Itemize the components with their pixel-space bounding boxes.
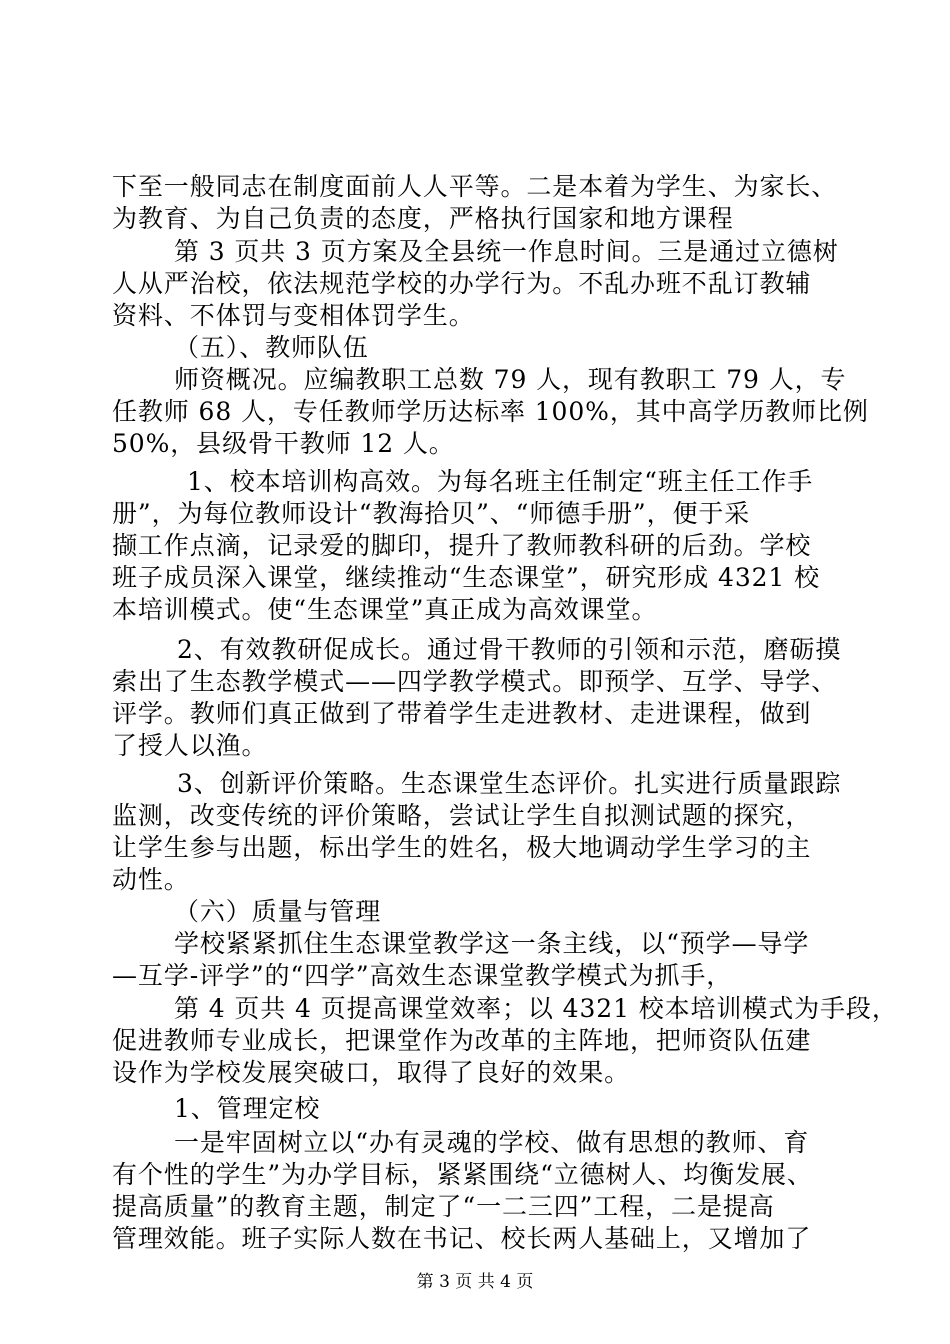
text-line: 一是牢固树立以“办有灵魂的学校、做有思想的教师、育 xyxy=(174,1128,810,1157)
text-line: 了授人以渔。 xyxy=(112,731,268,760)
text-line: 第 3 页共 3 页方案及全县统一作息时间。三是通过立德树 xyxy=(174,237,839,266)
text-line: 动性。 xyxy=(112,865,190,894)
text-line: 设作为学校发展突破口，取得了良好的效果。 xyxy=(112,1058,631,1087)
text-line: 让学生参与出题，标出学生的姓名，极大地调动学生学习的主 xyxy=(112,833,812,862)
text-line: 册”，为每位教师设计“教海拾贝”、“师德手册”，便于采 xyxy=(112,499,751,528)
text-line: 为教育、为自己负责的态度，严格执行国家和地方课程 xyxy=(112,204,734,233)
text-line: —互学-评学”的“四学”高效生态课堂教学模式为抓手， xyxy=(112,961,733,990)
page-footer: 第 3 页 共 4 页 xyxy=(416,1272,534,1292)
text-line: 师资概况。应编教职工总数 79 人，现有教职工 79 人，专 xyxy=(174,365,847,394)
text-line: 1、校本培训构高效。为每名班主任制定“班主任工作手 xyxy=(187,467,814,496)
section-heading: （五）、教师队伍 xyxy=(174,333,369,362)
text-line: 任教师 68 人，专任教师学历达标率 100%，其中高学历教师比例 xyxy=(112,397,869,426)
section-heading: （六）质量与管理 xyxy=(174,897,382,926)
text-line: 人从严治校，依法规范学校的办学行为。不乱办班不乱订教辅 xyxy=(112,269,812,298)
text-line: 2、有效教研促成长。通过骨干教师的引领和示范，磨砺摸 xyxy=(177,635,842,664)
text-line: 促进教师专业成长，把课堂作为改革的主阵地，把师资队伍建 xyxy=(112,1026,812,1055)
text-line: 班子成员深入课堂，继续推动“生态课堂”，研究形成 4321 校 xyxy=(112,563,820,592)
text-line: 资料、不体罚与变相体罚学生。 xyxy=(112,301,475,330)
text-line: 有个性的学生”为办学目标，紧紧围绕“立德树人、均衡发展、 xyxy=(112,1160,813,1189)
text-line: 管理效能。班子实际人数在书记、校长两人基础上，又增加了 xyxy=(112,1224,812,1253)
text-line: 3、创新评价策略。生态课堂生态评价。扎实进行质量跟踪 xyxy=(177,769,842,798)
text-line: 50%，县级骨干教师 12 人。 xyxy=(112,429,455,458)
text-line: 索出了生态教学模式——四学教学模式。即预学、互学、导学、 xyxy=(112,667,838,696)
text-line: 学校紧紧抓住生态课堂教学这一条主线，以“预学—导学 xyxy=(174,929,810,958)
text-line: 监测，改变传统的评价策略，尝试让学生自拟测试题的探究， xyxy=(112,801,812,830)
text-line: 本培训模式。使“生态课堂”真正成为高效课堂。 xyxy=(112,595,658,624)
text-line: 评学。教师们真正做到了带着学生走进教材、走进课程，做到 xyxy=(112,699,812,728)
text-line: 下至一般同志在制度面前人人平等。二是本着为学生、为家长、 xyxy=(112,172,838,201)
text-line: 提高质量”的教育主题，制定了“一二三四”工程，二是提高 xyxy=(112,1192,775,1221)
text-line: 第 4 页共 4 页提高课堂效率；以 4321 校本培训模式为手段， xyxy=(174,994,898,1023)
section-heading: 1、管理定校 xyxy=(174,1094,321,1123)
text-line: 撷工作点滴，记录爱的脚印，提升了教师教科研的后劲。学校 xyxy=(112,531,812,560)
